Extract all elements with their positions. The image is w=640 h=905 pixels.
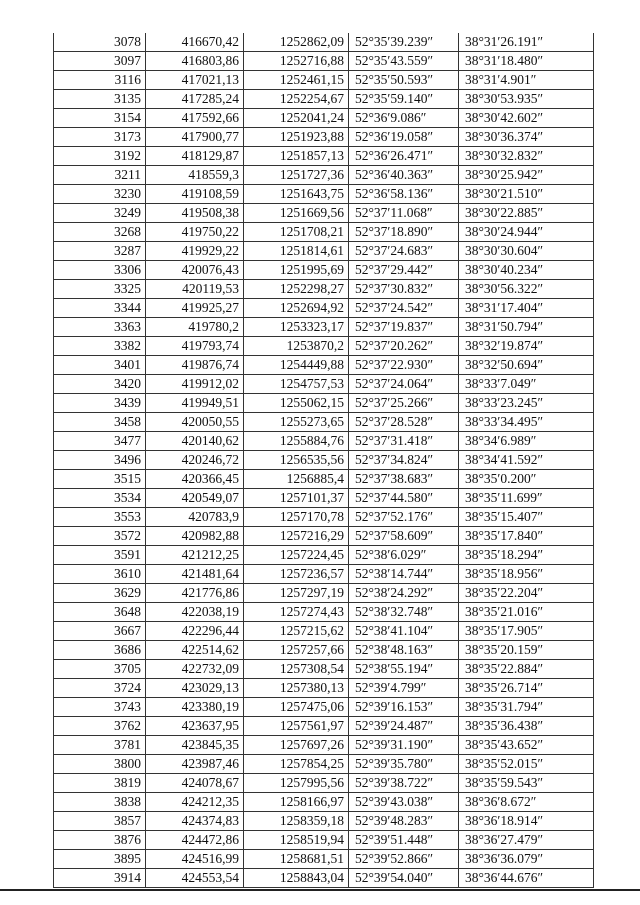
point-number-cell: 3876	[54, 831, 146, 850]
point-number-cell: 3249	[54, 204, 146, 223]
table-row	[54, 812, 594, 831]
latitude-cell: 52°36′9.086″	[349, 109, 459, 128]
x-coordinate-cell: 419108,59	[146, 185, 244, 204]
y-coordinate-cell: 1252041,24	[244, 109, 349, 128]
y-coordinate-cell: 1257236,57	[244, 565, 349, 584]
table-row	[54, 33, 594, 52]
x-coordinate-cell: 421212,25	[146, 546, 244, 565]
x-coordinate-cell: 419876,74	[146, 356, 244, 375]
table-row	[54, 489, 594, 508]
table-row	[54, 223, 594, 242]
latitude-cell: 52°39′24.487″	[349, 717, 459, 736]
latitude-cell: 52°38′48.163″	[349, 641, 459, 660]
latitude-cell: 52°37′52.176″	[349, 508, 459, 527]
point-number-cell: 3420	[54, 375, 146, 394]
longitude-cell: 38°35′11.699″	[459, 489, 594, 508]
point-number-cell: 3477	[54, 432, 146, 451]
longitude-cell: 38°35′18.294″	[459, 546, 594, 565]
y-coordinate-cell: 1252254,67	[244, 90, 349, 109]
longitude-cell: 38°33′7.049″	[459, 375, 594, 394]
y-coordinate-cell: 1253323,17	[244, 318, 349, 337]
longitude-cell: 38°30′40.234″	[459, 261, 594, 280]
y-coordinate-cell: 1252716,88	[244, 52, 349, 71]
table-row	[54, 337, 594, 356]
point-number-cell: 3097	[54, 52, 146, 71]
table-row	[54, 755, 594, 774]
longitude-cell: 38°35′0.200″	[459, 470, 594, 489]
point-number-cell: 3344	[54, 299, 146, 318]
longitude-cell: 38°31′4.901″	[459, 71, 594, 90]
longitude-cell: 38°31′17.404″	[459, 299, 594, 318]
longitude-cell: 38°35′36.438″	[459, 717, 594, 736]
longitude-cell: 38°35′22.204″	[459, 584, 594, 603]
x-coordinate-cell: 420076,43	[146, 261, 244, 280]
longitude-cell: 38°30′24.944″	[459, 223, 594, 242]
point-number-cell: 3078	[54, 33, 146, 52]
latitude-cell: 52°37′58.609″	[349, 527, 459, 546]
latitude-cell: 52°39′54.040″	[349, 869, 459, 888]
table-row	[54, 546, 594, 565]
x-coordinate-cell: 419949,51	[146, 394, 244, 413]
point-number-cell: 3363	[54, 318, 146, 337]
point-number-cell: 3515	[54, 470, 146, 489]
latitude-cell: 52°37′24.064″	[349, 375, 459, 394]
point-number-cell: 3496	[54, 451, 146, 470]
table-row	[54, 166, 594, 185]
x-coordinate-cell: 419925,27	[146, 299, 244, 318]
latitude-cell: 52°37′18.890″	[349, 223, 459, 242]
longitude-cell: 38°31′18.480″	[459, 52, 594, 71]
x-coordinate-cell: 422514,62	[146, 641, 244, 660]
table-row	[54, 584, 594, 603]
table-row	[54, 147, 594, 166]
table-row	[54, 185, 594, 204]
longitude-cell: 38°36′8.672″	[459, 793, 594, 812]
y-coordinate-cell: 1251643,75	[244, 185, 349, 204]
latitude-cell: 52°37′34.824″	[349, 451, 459, 470]
point-number-cell: 3458	[54, 413, 146, 432]
table-row	[54, 394, 594, 413]
point-number-cell: 3116	[54, 71, 146, 90]
latitude-cell: 52°37′20.262″	[349, 337, 459, 356]
x-coordinate-cell: 423637,95	[146, 717, 244, 736]
point-number-cell: 3268	[54, 223, 146, 242]
table-row	[54, 71, 594, 90]
latitude-cell: 52°39′52.866″	[349, 850, 459, 869]
x-coordinate-cell: 419750,22	[146, 223, 244, 242]
y-coordinate-cell: 1257697,26	[244, 736, 349, 755]
y-coordinate-cell: 1253870,2	[244, 337, 349, 356]
latitude-cell: 52°35′39.239″	[349, 33, 459, 52]
x-coordinate-cell: 416670,42	[146, 33, 244, 52]
x-coordinate-cell: 420050,55	[146, 413, 244, 432]
x-coordinate-cell: 417900,77	[146, 128, 244, 147]
latitude-cell: 52°38′55.194″	[349, 660, 459, 679]
y-coordinate-cell: 1257101,37	[244, 489, 349, 508]
table-row	[54, 869, 594, 888]
x-coordinate-cell: 419912,02	[146, 375, 244, 394]
y-coordinate-cell: 1257380,13	[244, 679, 349, 698]
y-coordinate-cell: 1252298,27	[244, 280, 349, 299]
y-coordinate-cell: 1257274,43	[244, 603, 349, 622]
y-coordinate-cell: 1258681,51	[244, 850, 349, 869]
latitude-cell: 52°39′38.722″	[349, 774, 459, 793]
latitude-cell: 52°39′35.780″	[349, 755, 459, 774]
longitude-cell: 38°36′36.079″	[459, 850, 594, 869]
x-coordinate-cell: 420119,53	[146, 280, 244, 299]
table-row	[54, 527, 594, 546]
y-coordinate-cell: 1257995,56	[244, 774, 349, 793]
latitude-cell: 52°37′30.832″	[349, 280, 459, 299]
longitude-cell: 38°35′59.543″	[459, 774, 594, 793]
point-number-cell: 3534	[54, 489, 146, 508]
point-number-cell: 3800	[54, 755, 146, 774]
table-row	[54, 603, 594, 622]
y-coordinate-cell: 1257475,06	[244, 698, 349, 717]
longitude-cell: 38°35′18.956″	[459, 565, 594, 584]
x-coordinate-cell: 423987,46	[146, 755, 244, 774]
table-row	[54, 432, 594, 451]
point-number-cell: 3705	[54, 660, 146, 679]
point-number-cell: 3287	[54, 242, 146, 261]
latitude-cell: 52°37′44.580″	[349, 489, 459, 508]
longitude-cell: 38°35′31.794″	[459, 698, 594, 717]
table-row	[54, 280, 594, 299]
x-coordinate-cell: 418559,3	[146, 166, 244, 185]
table-row	[54, 242, 594, 261]
point-number-cell: 3724	[54, 679, 146, 698]
x-coordinate-cell: 420246,72	[146, 451, 244, 470]
point-number-cell: 3135	[54, 90, 146, 109]
y-coordinate-cell: 1252862,09	[244, 33, 349, 52]
x-coordinate-cell: 419508,38	[146, 204, 244, 223]
y-coordinate-cell: 1257170,78	[244, 508, 349, 527]
longitude-cell: 38°30′32.832″	[459, 147, 594, 166]
latitude-cell: 52°36′26.471″	[349, 147, 459, 166]
y-coordinate-cell: 1256535,56	[244, 451, 349, 470]
table-row	[54, 128, 594, 147]
x-coordinate-cell: 424516,99	[146, 850, 244, 869]
coordinates-table-body	[54, 33, 594, 888]
point-number-cell: 3857	[54, 812, 146, 831]
y-coordinate-cell: 1255273,65	[244, 413, 349, 432]
point-number-cell: 3895	[54, 850, 146, 869]
latitude-cell: 52°38′24.292″	[349, 584, 459, 603]
longitude-cell: 38°31′50.794″	[459, 318, 594, 337]
longitude-cell: 38°35′22.884″	[459, 660, 594, 679]
point-number-cell: 3382	[54, 337, 146, 356]
point-number-cell: 3838	[54, 793, 146, 812]
longitude-cell: 38°31′26.191″	[459, 33, 594, 52]
table-row	[54, 508, 594, 527]
point-number-cell: 3439	[54, 394, 146, 413]
point-number-cell: 3686	[54, 641, 146, 660]
y-coordinate-cell: 1251857,13	[244, 147, 349, 166]
table-row	[54, 679, 594, 698]
table-row	[54, 850, 594, 869]
y-coordinate-cell: 1257224,45	[244, 546, 349, 565]
latitude-cell: 52°37′31.418″	[349, 432, 459, 451]
latitude-cell: 52°37′28.528″	[349, 413, 459, 432]
latitude-cell: 52°37′19.837″	[349, 318, 459, 337]
point-number-cell: 3819	[54, 774, 146, 793]
y-coordinate-cell: 1254757,53	[244, 375, 349, 394]
point-number-cell: 3610	[54, 565, 146, 584]
x-coordinate-cell: 424078,67	[146, 774, 244, 793]
y-coordinate-cell: 1252694,92	[244, 299, 349, 318]
x-coordinate-cell: 420549,07	[146, 489, 244, 508]
y-coordinate-cell: 1255062,15	[244, 394, 349, 413]
latitude-cell: 52°39′51.448″	[349, 831, 459, 850]
longitude-cell: 38°35′26.714″	[459, 679, 594, 698]
table-row	[54, 470, 594, 489]
longitude-cell: 38°30′56.322″	[459, 280, 594, 299]
longitude-cell: 38°30′25.942″	[459, 166, 594, 185]
latitude-cell: 52°35′50.593″	[349, 71, 459, 90]
y-coordinate-cell: 1252461,15	[244, 71, 349, 90]
longitude-cell: 38°35′17.840″	[459, 527, 594, 546]
x-coordinate-cell: 422038,19	[146, 603, 244, 622]
y-coordinate-cell: 1257215,62	[244, 622, 349, 641]
y-coordinate-cell: 1251814,61	[244, 242, 349, 261]
table-row	[54, 717, 594, 736]
table-row	[54, 660, 594, 679]
point-number-cell: 3781	[54, 736, 146, 755]
latitude-cell: 52°36′40.363″	[349, 166, 459, 185]
latitude-cell: 52°37′22.930″	[349, 356, 459, 375]
longitude-cell: 38°30′21.510″	[459, 185, 594, 204]
x-coordinate-cell: 424374,83	[146, 812, 244, 831]
page-bottom-rule	[0, 889, 640, 891]
table-row	[54, 736, 594, 755]
x-coordinate-cell: 417592,66	[146, 109, 244, 128]
point-number-cell: 3667	[54, 622, 146, 641]
x-coordinate-cell: 419780,2	[146, 318, 244, 337]
point-number-cell: 3572	[54, 527, 146, 546]
point-number-cell: 3211	[54, 166, 146, 185]
point-number-cell: 3154	[54, 109, 146, 128]
point-number-cell: 3743	[54, 698, 146, 717]
latitude-cell: 52°39′43.038″	[349, 793, 459, 812]
y-coordinate-cell: 1254449,88	[244, 356, 349, 375]
longitude-cell: 38°30′22.885″	[459, 204, 594, 223]
x-coordinate-cell: 421776,86	[146, 584, 244, 603]
point-number-cell: 3173	[54, 128, 146, 147]
latitude-cell: 52°37′25.266″	[349, 394, 459, 413]
latitude-cell: 52°36′58.136″	[349, 185, 459, 204]
table-row	[54, 641, 594, 660]
table-row	[54, 565, 594, 584]
y-coordinate-cell: 1251923,88	[244, 128, 349, 147]
latitude-cell: 52°39′48.283″	[349, 812, 459, 831]
x-coordinate-cell: 419793,74	[146, 337, 244, 356]
y-coordinate-cell: 1257257,66	[244, 641, 349, 660]
y-coordinate-cell: 1257561,97	[244, 717, 349, 736]
longitude-cell: 38°32′50.694″	[459, 356, 594, 375]
point-number-cell: 3762	[54, 717, 146, 736]
coordinates-table	[53, 33, 594, 888]
point-number-cell: 3230	[54, 185, 146, 204]
point-number-cell: 3306	[54, 261, 146, 280]
y-coordinate-cell: 1258166,97	[244, 793, 349, 812]
x-coordinate-cell: 422296,44	[146, 622, 244, 641]
x-coordinate-cell: 422732,09	[146, 660, 244, 679]
longitude-cell: 38°36′18.914″	[459, 812, 594, 831]
y-coordinate-cell: 1255884,76	[244, 432, 349, 451]
x-coordinate-cell: 420366,45	[146, 470, 244, 489]
x-coordinate-cell: 420140,62	[146, 432, 244, 451]
table-row	[54, 375, 594, 394]
latitude-cell: 52°38′41.104″	[349, 622, 459, 641]
table-row	[54, 109, 594, 128]
x-coordinate-cell: 421481,64	[146, 565, 244, 584]
y-coordinate-cell: 1257854,25	[244, 755, 349, 774]
y-coordinate-cell: 1256885,4	[244, 470, 349, 489]
longitude-cell: 38°30′36.374″	[459, 128, 594, 147]
y-coordinate-cell: 1257308,54	[244, 660, 349, 679]
longitude-cell: 38°33′34.495″	[459, 413, 594, 432]
longitude-cell: 38°34′6.989″	[459, 432, 594, 451]
table-row	[54, 90, 594, 109]
point-number-cell: 3648	[54, 603, 146, 622]
table-row	[54, 622, 594, 641]
x-coordinate-cell: 420783,9	[146, 508, 244, 527]
latitude-cell: 52°37′24.542″	[349, 299, 459, 318]
x-coordinate-cell: 423845,35	[146, 736, 244, 755]
table-row	[54, 831, 594, 850]
point-number-cell: 3591	[54, 546, 146, 565]
point-number-cell: 3325	[54, 280, 146, 299]
latitude-cell: 52°37′38.683″	[349, 470, 459, 489]
point-number-cell: 3401	[54, 356, 146, 375]
y-coordinate-cell: 1258519,94	[244, 831, 349, 850]
x-coordinate-cell: 424212,35	[146, 793, 244, 812]
x-coordinate-cell: 417285,24	[146, 90, 244, 109]
latitude-cell: 52°37′29.442″	[349, 261, 459, 280]
x-coordinate-cell: 420982,88	[146, 527, 244, 546]
latitude-cell: 52°38′6.029″	[349, 546, 459, 565]
longitude-cell: 38°30′42.602″	[459, 109, 594, 128]
longitude-cell: 38°33′23.245″	[459, 394, 594, 413]
longitude-cell: 38°35′17.905″	[459, 622, 594, 641]
longitude-cell: 38°34′41.592″	[459, 451, 594, 470]
latitude-cell: 52°39′4.799″	[349, 679, 459, 698]
latitude-cell: 52°37′11.068″	[349, 204, 459, 223]
y-coordinate-cell: 1257297,19	[244, 584, 349, 603]
point-number-cell: 3629	[54, 584, 146, 603]
table-row	[54, 261, 594, 280]
point-number-cell: 3192	[54, 147, 146, 166]
longitude-cell: 38°36′44.676″	[459, 869, 594, 888]
latitude-cell: 52°37′24.683″	[349, 242, 459, 261]
x-coordinate-cell: 424553,54	[146, 869, 244, 888]
longitude-cell: 38°35′20.159″	[459, 641, 594, 660]
longitude-cell: 38°30′53.935″	[459, 90, 594, 109]
latitude-cell: 52°35′59.140″	[349, 90, 459, 109]
longitude-cell: 38°30′30.604″	[459, 242, 594, 261]
x-coordinate-cell: 416803,86	[146, 52, 244, 71]
latitude-cell: 52°36′19.058″	[349, 128, 459, 147]
latitude-cell: 52°38′32.748″	[349, 603, 459, 622]
table-row	[54, 356, 594, 375]
table-row	[54, 299, 594, 318]
table-row	[54, 774, 594, 793]
table-row	[54, 793, 594, 812]
latitude-cell: 52°39′16.153″	[349, 698, 459, 717]
x-coordinate-cell: 423380,19	[146, 698, 244, 717]
y-coordinate-cell: 1257216,29	[244, 527, 349, 546]
longitude-cell: 38°35′21.016″	[459, 603, 594, 622]
latitude-cell: 52°38′14.744″	[349, 565, 459, 584]
x-coordinate-cell: 417021,13	[146, 71, 244, 90]
longitude-cell: 38°35′43.652″	[459, 736, 594, 755]
x-coordinate-cell: 418129,87	[146, 147, 244, 166]
y-coordinate-cell: 1251995,69	[244, 261, 349, 280]
y-coordinate-cell: 1258359,18	[244, 812, 349, 831]
table-row	[54, 204, 594, 223]
latitude-cell: 52°39′31.190″	[349, 736, 459, 755]
table-row	[54, 52, 594, 71]
latitude-cell: 52°35′43.559″	[349, 52, 459, 71]
table-row	[54, 451, 594, 470]
x-coordinate-cell: 423029,13	[146, 679, 244, 698]
y-coordinate-cell: 1251727,36	[244, 166, 349, 185]
x-coordinate-cell: 419929,22	[146, 242, 244, 261]
y-coordinate-cell: 1258843,04	[244, 869, 349, 888]
longitude-cell: 38°32′19.874″	[459, 337, 594, 356]
point-number-cell: 3553	[54, 508, 146, 527]
longitude-cell: 38°35′52.015″	[459, 755, 594, 774]
table-row	[54, 698, 594, 717]
y-coordinate-cell: 1251708,21	[244, 223, 349, 242]
y-coordinate-cell: 1251669,56	[244, 204, 349, 223]
point-number-cell: 3914	[54, 869, 146, 888]
longitude-cell: 38°36′27.479″	[459, 831, 594, 850]
table-row	[54, 318, 594, 337]
table-row	[54, 413, 594, 432]
x-coordinate-cell: 424472,86	[146, 831, 244, 850]
longitude-cell: 38°35′15.407″	[459, 508, 594, 527]
